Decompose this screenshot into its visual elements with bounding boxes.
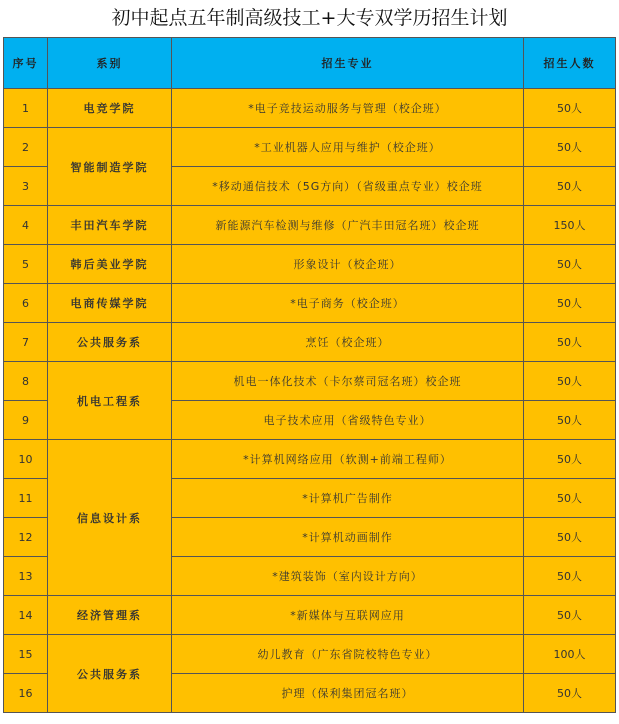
- row-major: *计算机动画制作: [172, 518, 524, 557]
- row-count: 150人: [524, 206, 616, 245]
- table-row: [4, 206, 616, 245]
- row-no: 11: [4, 479, 48, 518]
- row-major: 护理（保利集团冠名班）: [172, 674, 524, 713]
- row-major: *工业机器人应用与维护（校企班）: [172, 128, 524, 167]
- row-major: 机电一体化技术（卡尔蔡司冠名班）校企班: [172, 362, 524, 401]
- row-no: 13: [4, 557, 48, 596]
- row-count: 50人: [524, 596, 616, 635]
- row-count: 50人: [524, 440, 616, 479]
- row-major: *新媒体与互联网应用: [172, 596, 524, 635]
- row-dept: 公共服务系: [48, 323, 172, 362]
- row-no: 4: [4, 206, 48, 245]
- row-no: 7: [4, 323, 48, 362]
- page-title: 初中起点五年制高级技工+大专双学历招生计划: [111, 7, 508, 29]
- row-major: *电子竞技运动服务与管理（校企班）: [172, 89, 524, 128]
- row-no: 8: [4, 362, 48, 401]
- row-count: 100人: [524, 635, 616, 674]
- table-row: [4, 362, 616, 401]
- header-count: 招生人数: [524, 38, 616, 89]
- row-count: 50人: [524, 479, 616, 518]
- table-row: [4, 635, 616, 674]
- row-count: 50人: [524, 245, 616, 284]
- row-no: 14: [4, 596, 48, 635]
- row-count: 50人: [524, 362, 616, 401]
- table-row: [4, 89, 616, 128]
- row-dept: 智能制造学院: [48, 128, 172, 206]
- row-no: 10: [4, 440, 48, 479]
- row-major: *建筑装饰（室内设计方向）: [172, 557, 524, 596]
- row-count: 50人: [524, 401, 616, 440]
- row-dept: 丰田汽车学院: [48, 206, 172, 245]
- row-dept: 韩后美业学院: [48, 245, 172, 284]
- row-dept: 经济管理系: [48, 596, 172, 635]
- row-no: 12: [4, 518, 48, 557]
- table-row: [4, 440, 616, 479]
- row-major: 电子技术应用（省级特色专业）: [172, 401, 524, 440]
- row-major: *电子商务（校企班）: [172, 284, 524, 323]
- row-no: 15: [4, 635, 48, 674]
- row-dept: 信息设计系: [48, 440, 172, 596]
- header-no: 序号: [4, 38, 48, 89]
- row-major: *计算机网络应用（软测+前端工程师）: [172, 440, 524, 479]
- row-no: 1: [4, 89, 48, 128]
- header-major: 招生专业: [172, 38, 524, 89]
- row-count: 50人: [524, 89, 616, 128]
- table-row: [4, 284, 616, 323]
- row-major: 幼儿教育（广东省院校特色专业）: [172, 635, 524, 674]
- row-no: 6: [4, 284, 48, 323]
- row-dept: 机电工程系: [48, 362, 172, 440]
- header-dept: 系别: [48, 38, 172, 89]
- row-no: 2: [4, 128, 48, 167]
- row-count: 50人: [524, 674, 616, 713]
- row-dept: 电商传媒学院: [48, 284, 172, 323]
- row-dept: 公共服务系: [48, 635, 172, 713]
- enrollment-table: [3, 37, 616, 713]
- row-major: *移动通信技术（5G方向）（省级重点专业）校企班: [172, 167, 524, 206]
- row-major: 烹饪（校企班）: [172, 323, 524, 362]
- row-no: 16: [4, 674, 48, 713]
- row-major: 新能源汽车检测与维修（广汽丰田冠名班）校企班: [172, 206, 524, 245]
- row-no: 3: [4, 167, 48, 206]
- row-count: 50人: [524, 128, 616, 167]
- row-count: 50人: [524, 167, 616, 206]
- table-row: [4, 128, 616, 167]
- table-header-row: [4, 38, 616, 89]
- row-major: 形象设计（校企班）: [172, 245, 524, 284]
- row-dept: 电竞学院: [48, 89, 172, 128]
- row-no: 5: [4, 245, 48, 284]
- row-count: 50人: [524, 323, 616, 362]
- row-no: 9: [4, 401, 48, 440]
- row-count: 50人: [524, 518, 616, 557]
- row-count: 50人: [524, 284, 616, 323]
- row-major: *计算机广告制作: [172, 479, 524, 518]
- table-row: [4, 323, 616, 362]
- row-count: 50人: [524, 557, 616, 596]
- table-row: [4, 596, 616, 635]
- table-row: [4, 245, 616, 284]
